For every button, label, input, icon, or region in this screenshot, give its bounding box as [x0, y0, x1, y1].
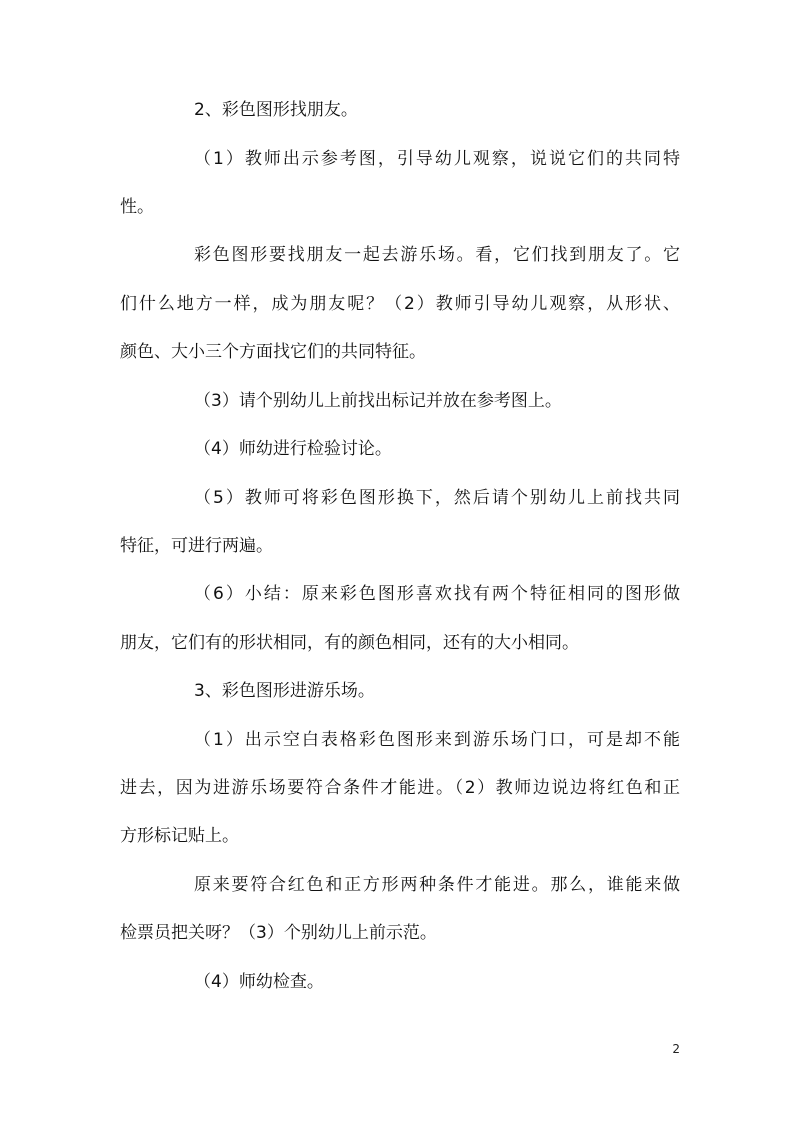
paragraph-line: 检票员把关呀？（3）个别幼儿上前示范。	[120, 923, 437, 943]
section-heading-3: 3、彩色图形进游乐场。	[194, 681, 375, 701]
paragraph-line: （4）师幼进行检验讨论。	[194, 439, 392, 459]
section-heading-2: 2、彩色图形找朋友。	[194, 100, 358, 120]
paragraph-line: （4）师幼检查。	[194, 972, 324, 992]
paragraph-line: （1）教师出示参考图，引导幼儿观察，说说它们的共同特	[194, 149, 680, 169]
page-number: 2	[672, 1042, 680, 1056]
paragraph-line: 彩色图形要找朋友一起去游乐场。看，它们找到朋友了。它	[194, 245, 680, 265]
paragraph-line: 方形标记贴上。	[120, 826, 239, 846]
paragraph-line: 特征，可进行两遍。	[120, 536, 273, 556]
paragraph-line: 颜色、大小三个方面找它们的共同特征。	[120, 342, 426, 362]
paragraph-line: （5）教师可将彩色图形换下，然后请个别幼儿上前找共同	[194, 488, 680, 508]
paragraph-line: 们什么地方一样，成为朋友呢？（2）教师引导幼儿观察，从形状、	[120, 294, 680, 314]
paragraph-line: 原来要符合红色和正方形两种条件才能进。那么，谁能来做	[194, 875, 680, 895]
paragraph-line: 进去，因为进游乐场要符合条件才能进。（2）教师边说边将红色和正	[120, 778, 680, 798]
paragraph-line: （1）出示空白表格彩色图形来到游乐场门口，可是却不能	[194, 730, 680, 750]
paragraph-line: （6）小结：原来彩色图形喜欢找有两个特征相同的图形做	[194, 584, 680, 604]
paragraph-line: 性。	[120, 197, 154, 217]
paragraph-line: （3）请个别幼儿上前找出标记并放在参考图上。	[194, 391, 562, 411]
paragraph-line: 朋友，它们有的形状相同，有的颜色相同，还有的大小相同。	[120, 633, 579, 653]
